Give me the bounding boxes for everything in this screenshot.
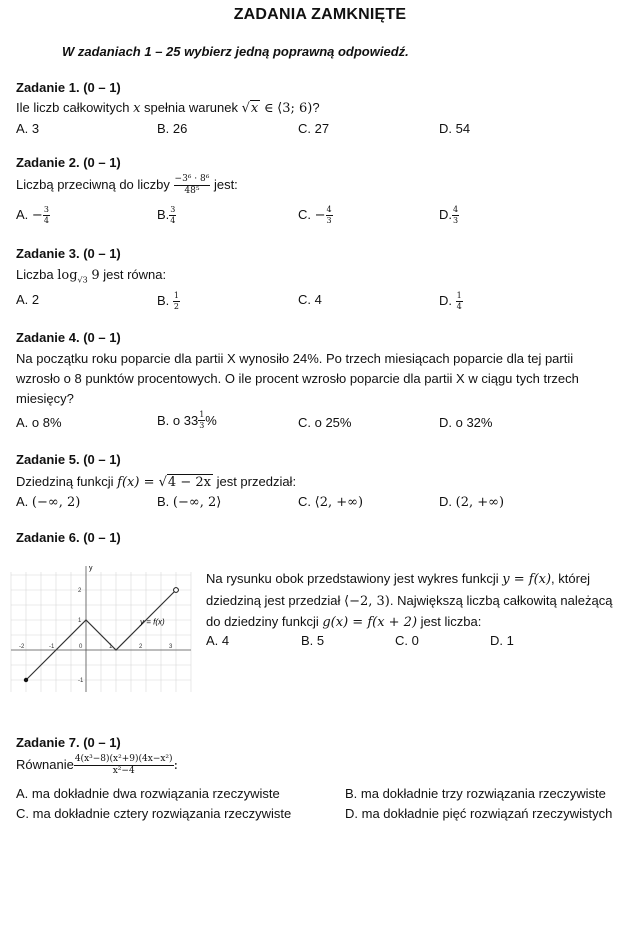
y-tick-label: 1 [78, 618, 82, 624]
task-1-heading: Zadanie 1. (0 – 1) [16, 80, 121, 95]
task-2-option-a[interactable]: A. − $\frac{3}{4}$ [16, 205, 49, 225]
instruction: W zadaniach 1 – 25 wybierz jedną poprawną odpowiedź. [62, 44, 409, 59]
task-4-option-d[interactable]: D. o 32% [439, 415, 493, 430]
task-2-option-c[interactable]: C. − $\frac{4}{3}$ [298, 205, 332, 225]
task-6-option-c[interactable]: C. 0 [395, 633, 419, 648]
task-5-option-b[interactable]: B. (−∞, 2⟩ [157, 494, 222, 510]
graph-curve-label: y = f(x) [140, 617, 165, 627]
task-7-fraction: $\frac{\text{4(x³−8)(x²+9)(4x−x²)}}{\text{x²−4}}$ [74, 754, 173, 777]
task-7-option-d[interactable]: D. ma dokładnie pięć rozwiązań rzeczywistych [345, 806, 613, 821]
task-4-option-a[interactable]: A. o 8% [16, 415, 62, 430]
task-3-option-d[interactable]: D. $\frac{1}{4}$ [439, 291, 462, 311]
task-3-heading: Zadanie 3. (0 – 1) [16, 246, 121, 261]
task-5-option-c[interactable]: C. ⟨2, +∞) [298, 494, 364, 510]
task-3-question: Liczba $\log_{√3} 9$ jest równa: [16, 267, 167, 285]
task-6-question: Na rysunku obok przedstawiony jest wykres funkcji y = f(x), której dziedziną jest przedział ⟨−2, 3). Największą liczbą całkowitą należącą do dziedziny funkcji g(x) = f(x + 2) jest liczba: [206, 571, 613, 630]
task-1-option-d[interactable]: D. 54 [439, 121, 471, 136]
task-3-option-c[interactable]: C. 4 [298, 292, 322, 307]
graph-tick-labels [19, 588, 173, 684]
page-title: ZADANIA ZAMKNIĘTE [233, 6, 407, 23]
task-4-question: Na początku roku poparcie dla partii X wynosiło 24%. Po trzech miesiącach poparcie dla tej partii wzrosło o 8 punktów procentowych. O ile procent wzrosło poparcie dla partii X w ciągu tych trzech miesięcy? [16, 351, 579, 406]
end-point-open [174, 588, 179, 593]
task-6-graph [8, 562, 196, 692]
task-5-option-d[interactable]: D. (2, +∞) [439, 494, 505, 510]
task-7-option-b[interactable]: B. ma dokładnie trzy rozwiązania rzeczywiste [345, 786, 606, 801]
x-tick-label: -2 [19, 644, 25, 650]
graph-y-label: y [89, 565, 93, 572]
task-6-option-a[interactable]: A. 4 [206, 633, 230, 648]
task-2-fraction: $\frac{\text{−3⁶ · 8⁶}}{\text{48⁵}}$ [174, 174, 210, 197]
task-2-heading: Zadanie 2. (0 – 1) [16, 155, 121, 170]
y-tick-label: 2 [78, 588, 82, 594]
task-3-option-b[interactable]: B. $\frac{1}{2}$ [157, 291, 180, 311]
x-tick-label: 3 [169, 644, 173, 650]
x-tick-label: 0 [79, 644, 83, 650]
task-7-question: Równanie $\frac{\text{4(x³−8)(x²+9)(4x−x²)}}{\text{x²−4}}$ : [16, 754, 178, 777]
task-7-heading: Zadanie 7. (0 – 1) [16, 735, 121, 750]
task-4-heading: Zadanie 4. (0 – 1) [16, 330, 121, 345]
task-5-heading: Zadanie 5. (0 – 1) [16, 452, 121, 467]
x-tick-label: -1 [49, 644, 55, 650]
task-5-question: Dziedziną funkcji f(x) = √4 − 2x jest przedział: [16, 474, 297, 490]
task-6-heading: Zadanie 6. (0 – 1) [16, 530, 121, 545]
task-4-option-c[interactable]: C. o 25% [298, 415, 352, 430]
task-3-option-a[interactable]: A. 2 [16, 292, 40, 307]
task-1-question: Ile liczb całkowitych x spełnia warunek √x ∈ ⟨3; 6)? [16, 98, 320, 119]
task-4-option-b[interactable]: B. o 33 $\frac{1}{3}$ % [157, 410, 217, 430]
task-5-option-a[interactable]: A. (−∞, 2) [16, 494, 81, 510]
task-6-option-b[interactable]: B. 5 [301, 633, 325, 648]
task-1-option-a[interactable]: A. 3 [16, 121, 40, 136]
x-tick-label: 2 [139, 644, 143, 650]
task-2-question: Liczbą przeciwną do liczby $\frac{\text{−3⁶ · 8⁶}}{\text{48⁵}}$ jest: [16, 174, 238, 197]
start-point-closed [24, 678, 28, 682]
task-1-option-b[interactable]: B. 26 [157, 121, 188, 136]
y-tick-label: -1 [78, 678, 84, 684]
task-2-option-b[interactable]: B. $\frac{3}{4}$ [157, 205, 176, 225]
task-7-option-a[interactable]: A. ma dokładnie dwa rozwiązania rzeczywiste [16, 786, 280, 801]
task-2-option-d[interactable]: D. $\frac{4}{3}$ [439, 205, 459, 225]
graph-grid [11, 572, 191, 692]
x-tick-label: 1 [109, 644, 113, 650]
task-7-option-c[interactable]: C. ma dokładnie cztery rozwiązania rzeczywiste [16, 806, 292, 821]
task-6-option-d[interactable]: D. 1 [490, 633, 514, 648]
task-1-option-c[interactable]: C. 27 [298, 121, 330, 136]
sqrt-x: √x [241, 101, 259, 116]
